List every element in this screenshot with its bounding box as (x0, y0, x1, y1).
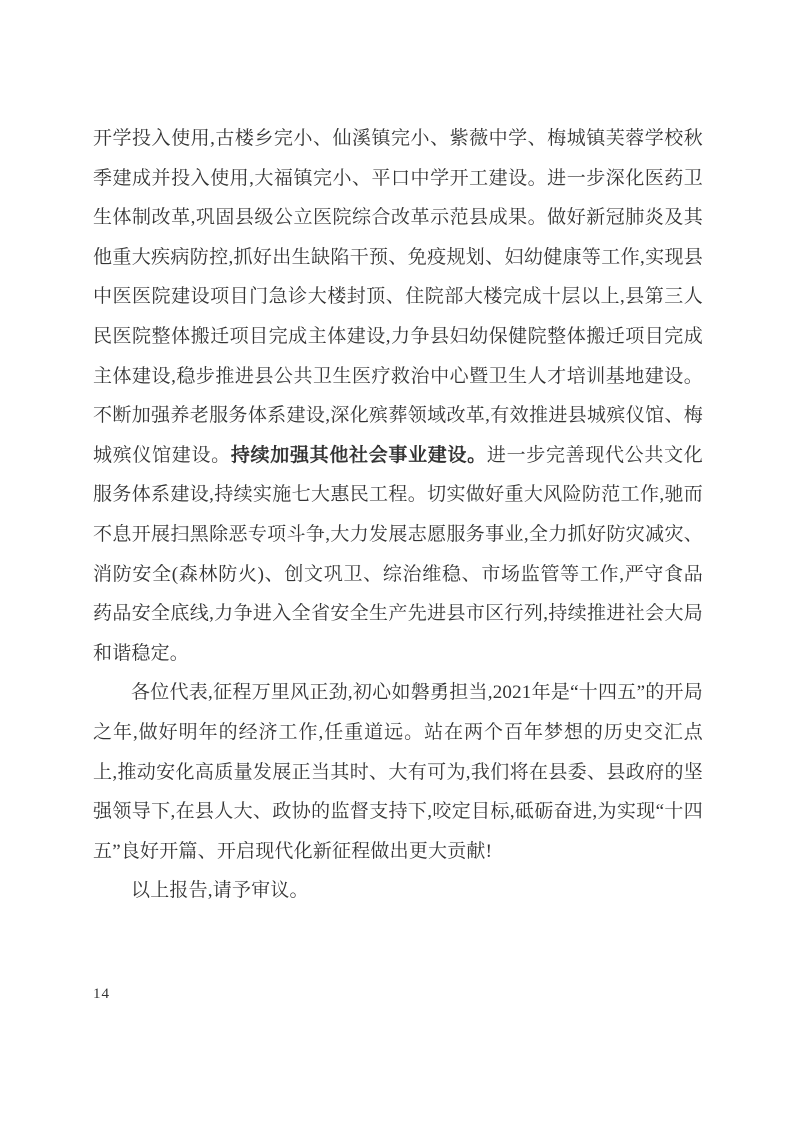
paragraph-text: 开学投入使用,古楼乡完小、仙溪镇完小、紫薇中学、梅城镇芙蓉学校秋季建成并投入使用,大福镇完小、平口中学开工建设。进一步深化医药卫生体制改革,巩固县级公立医院综合改革示范县成果。做好新冠肺炎及其他重大疾病防控,抓好出生缺陷干预、免疫规划、妇幼健康等工作,实现县中医医院建设项目门急诊大楼封顶、住院部大楼完成十层以上,县第三人民医院整体搬迁项目完成主体建设,力争县妇幼保健院整体搬迁项目完成主体建设,稳步推进县公共卫生医疗救治中心暨卫生人才培训基地建设。不断加强养老服务体系建设,深化殡葬领域改革,有效推进县城殡仪馆、梅城殡仪馆建设。 (93, 128, 703, 466)
report-body (93, 119, 703, 911)
paragraph-text: 各位代表,征程万里风正劲,初心如磐勇担当,2021年是“十四五”的开局之年,做好明年的经济工作,任重道远。站在两个百年梦想的历史交汇点上,推动安化高质量发展正当其时、大有可为,我们将在县委、县政府的坚强领导下,在县人大、政协的监督支持下,咬定目标,砥砺奋进,为实现“十四五”良好开篇、开启现代化新征程做出更大贡献! (93, 682, 703, 862)
page-number: 14 (93, 986, 110, 1002)
paragraph-closing-address (93, 673, 703, 871)
paragraph-education-health (93, 119, 703, 673)
paragraph-text: 以上报告,请予审议。 (131, 880, 309, 902)
paragraph-text: 进一步完善现代公共文化服务体系建设,持续实施七大惠民工程。切实做好重大风险防范工作,驰而不息开展扫黑除恶专项斗争,大力发展志愿服务事业,全力抓好防灾减灾、消防安全(森林防火)、创文巩卫、综治维稳、市场监管等工作,严守食品药品安全底线,力争进入全省安全生产先进县市区行列,持续推进社会大局和谐稳定。 (93, 444, 704, 664)
bold-inline-heading: 持续加强其他社会事业建设。 (230, 444, 487, 466)
paragraph-submission-line (93, 871, 703, 911)
